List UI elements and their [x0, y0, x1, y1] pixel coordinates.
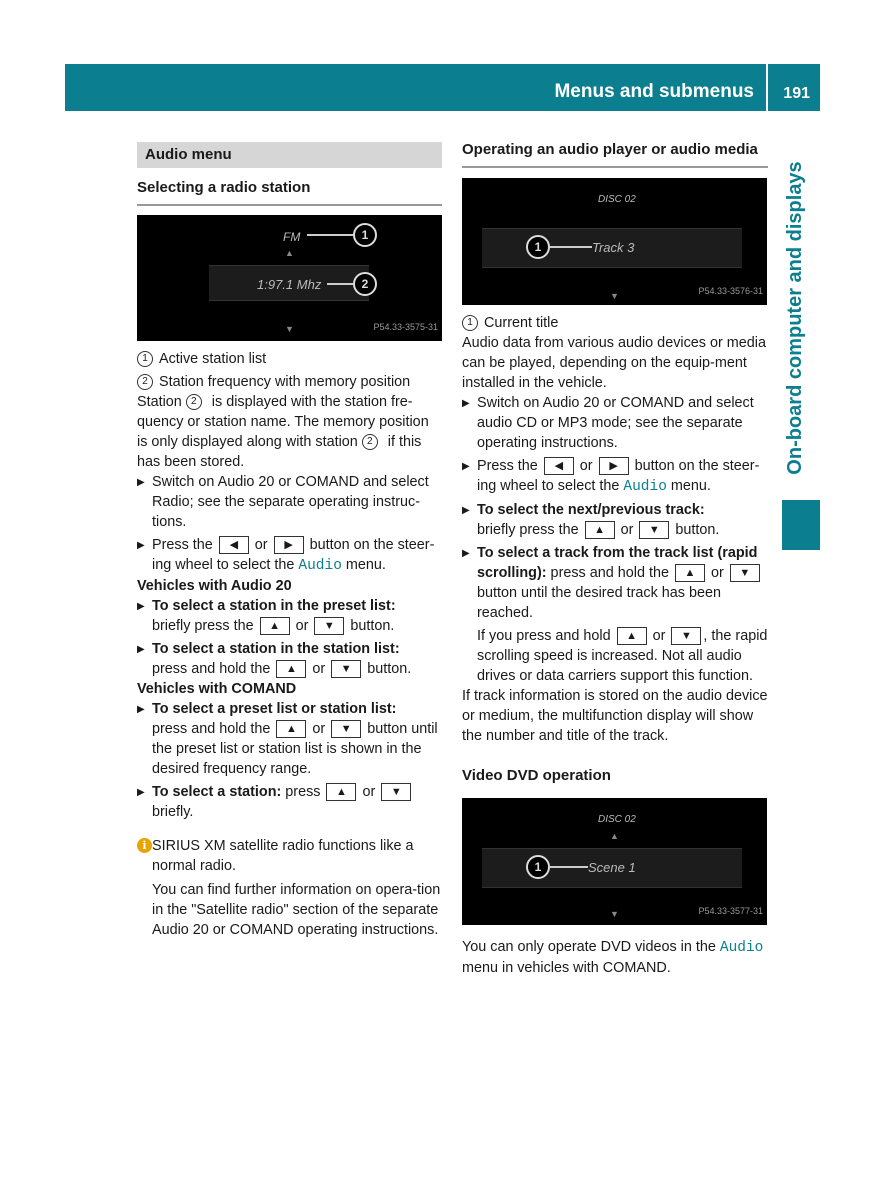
down-key-icon: ▼	[671, 627, 701, 645]
info-text: You can find further information on opera-tion in the "Satellite radio" section of the separate Audio 20 or COMAND operating instructions.	[152, 882, 441, 938]
down-key-icon: ▼	[331, 660, 361, 678]
screen-label-disc: DISC 02	[598, 194, 636, 205]
up-key-icon: ▲	[617, 627, 647, 645]
side-tab-label: On-board computer and displays	[784, 160, 806, 475]
right-column	[462, 140, 768, 978]
down-key-icon: ▼	[639, 521, 669, 539]
section-title: Audio menu	[137, 142, 442, 168]
up-key-icon: ▲	[260, 617, 290, 635]
audio-screen-image	[462, 178, 767, 305]
header-title: Menus and submenus	[554, 81, 754, 102]
up-arrow-icon: ▲	[610, 831, 619, 841]
left-key-icon: ◀	[219, 536, 249, 554]
callout-1: 1	[526, 235, 550, 259]
legend-item: 2 Station frequency with memory position	[137, 372, 442, 392]
down-key-icon: ▼	[730, 564, 760, 582]
up-key-icon: ▲	[276, 660, 306, 678]
paragraph: If track information is stored on the audio device or medium, the multifunction display will show the number and title of the track.	[462, 688, 768, 744]
down-key-icon: ▼	[381, 783, 411, 801]
callout-line	[327, 283, 353, 285]
down-arrow-icon: ▼	[610, 291, 619, 301]
screen-label-frequency: 1:97.1 Mhz	[257, 277, 322, 292]
screen-label-fm: FM	[283, 230, 301, 244]
instruction-note: If you press and hold ▲ or ▼ , the rapid scrolling speed is increased. Not all audio drives or data carriers support this function.	[477, 628, 768, 684]
down-key-icon: ▼	[331, 720, 361, 738]
instruction-step: ▶ To select a station in the station list: press and hold the ▲ or ▼ button.	[137, 639, 442, 679]
paragraph: Station 2 is displayed with the station fre-quency or station name. The memory position is only displayed along with station 2 if this has been stored.	[137, 394, 429, 470]
instruction-step: ▶ Press the ◀ or ▶ button on the steer-ing wheel to select the Audio menu.	[137, 535, 442, 576]
header-divider	[766, 64, 768, 111]
down-arrow-icon: ▼	[285, 324, 294, 334]
instruction-step: ▶ Switch on Audio 20 or COMAND and select Radio; see the separate operating instruc-tions.	[137, 472, 442, 532]
info-icon: i	[137, 838, 152, 853]
callout-2: 2	[353, 272, 377, 296]
subhead-radio: Selecting a radio station	[137, 178, 442, 206]
instruction-step: ▶ To select a station: press ▲ or ▼ briefly.	[137, 782, 442, 822]
paragraph: You can only operate DVD videos in the Audio menu in vehicles with COMAND.	[462, 939, 764, 976]
instruction-step: ▶ Press the ◀ or ▶ button on the steer-ing wheel to select the Audio menu.	[462, 456, 768, 497]
heading-comand: Vehicles with COMAND	[137, 681, 297, 697]
instruction-step: ▶ To select a station in the preset list: briefly press the ▲ or ▼ button.	[137, 596, 442, 636]
page-number: 191	[783, 85, 810, 102]
up-key-icon: ▲	[585, 521, 615, 539]
callout-1: 1	[353, 223, 377, 247]
instruction-step: ▶ To select the next/previous track: briefly press the ▲ or ▼ button.	[462, 500, 768, 540]
subhead-dvd: Video DVD operation	[462, 767, 611, 784]
instruction-step: ▶ To select a track from the track list (rapid scrolling): press and hold the ▲ or ▼ button until the desired track has been reached.	[462, 543, 768, 623]
callout-1: 1	[526, 855, 550, 879]
info-note	[137, 836, 442, 940]
callout-line	[550, 866, 588, 868]
side-tab-marker	[782, 500, 820, 550]
up-key-icon: ▲	[675, 564, 705, 582]
instruction-step: ▶ To select a preset list or station list: press and hold the ▲ or ▼ button until the preset list or station list is shown in the desired frequency range.	[137, 699, 442, 779]
left-column	[137, 142, 442, 940]
screen-label-scene: Scene 1	[588, 860, 636, 875]
right-key-icon: ▶	[274, 536, 304, 554]
image-code: P54.33-3575-31	[373, 322, 438, 332]
up-key-icon: ▲	[326, 783, 356, 801]
instruction-step: ▶ Switch on Audio 20 or COMAND and select audio CD or MP3 mode; see the separate operating instructions.	[462, 393, 768, 453]
left-key-icon: ◀	[544, 457, 574, 475]
paragraph: Audio data from various audio devices or media can be played, depending on the equip-ment installed in the vehicle.	[462, 335, 766, 391]
subhead-audio-player: Operating an audio player or audio media	[462, 140, 768, 168]
image-code: P54.33-3576-31	[698, 286, 763, 296]
legend-item: 1 Active station list	[137, 349, 442, 369]
callout-line	[307, 234, 353, 236]
down-arrow-icon: ▼	[610, 909, 619, 919]
radio-screen-image	[137, 215, 442, 341]
page-header	[65, 64, 820, 111]
heading-audio20: Vehicles with Audio 20	[137, 578, 292, 594]
down-key-icon: ▼	[314, 617, 344, 635]
screen-label-track: Track 3	[592, 240, 635, 255]
right-key-icon: ▶	[599, 457, 629, 475]
screen-label-disc: DISC 02	[598, 814, 636, 825]
image-code: P54.33-3577-31	[698, 906, 763, 916]
up-arrow-icon: ▲	[285, 248, 294, 258]
dvd-screen-image	[462, 798, 767, 925]
info-text: SIRIUS XM satellite radio functions like a normal radio.	[152, 838, 414, 874]
up-key-icon: ▲	[276, 720, 306, 738]
legend-item: 1 Current title	[462, 313, 768, 333]
callout-line	[550, 246, 592, 248]
